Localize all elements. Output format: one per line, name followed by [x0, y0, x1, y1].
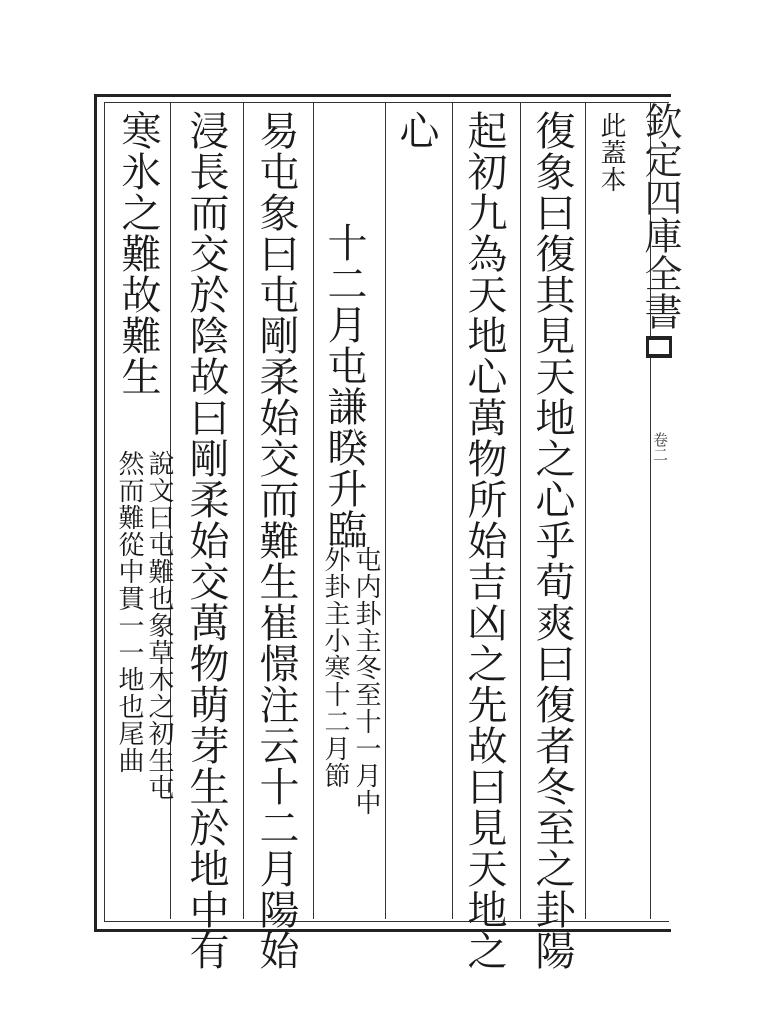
text-column: 起初九為天地心萬物所始吉凶之先故曰見天地之 [461, 110, 507, 971]
fish-tail-mark-icon [646, 336, 672, 358]
column-rule [585, 103, 586, 919]
column-rule [520, 103, 521, 919]
margin-book-title: 欽定四庫全書 [638, 102, 682, 330]
text-column: 心 [393, 110, 439, 151]
text-column: 易屯象曰屯剛柔始交而難生崔憬注云十二月陽始 [253, 110, 299, 971]
text-column: 復象曰復其見天地之心乎荀爽曰復者冬至之卦陽 [529, 110, 575, 971]
text-column: 浸長而交於陰故曰剛柔始交萬物萌芽生於地中有 [183, 110, 229, 971]
column-rule [385, 103, 386, 919]
margin-juan-number: 卷二 [651, 432, 669, 462]
text-column: 寒氷之難故難生 [115, 110, 161, 397]
text-column: 十二月屯謙睽升臨 [321, 222, 367, 550]
column-note-right: 屯内卦主冬至十一月中 [351, 546, 381, 816]
column-note: 此蓋本 [596, 112, 626, 193]
column-rule [313, 103, 314, 919]
column-note-right: 說文曰屯難也象草木之初生屯 [144, 450, 174, 801]
column-note-left: 外卦主小寒十二月節 [320, 546, 350, 789]
column-rule [452, 103, 453, 919]
column-note-left: 然而難從中貫一一地也尾曲 [114, 450, 144, 774]
column-rule [243, 103, 244, 919]
